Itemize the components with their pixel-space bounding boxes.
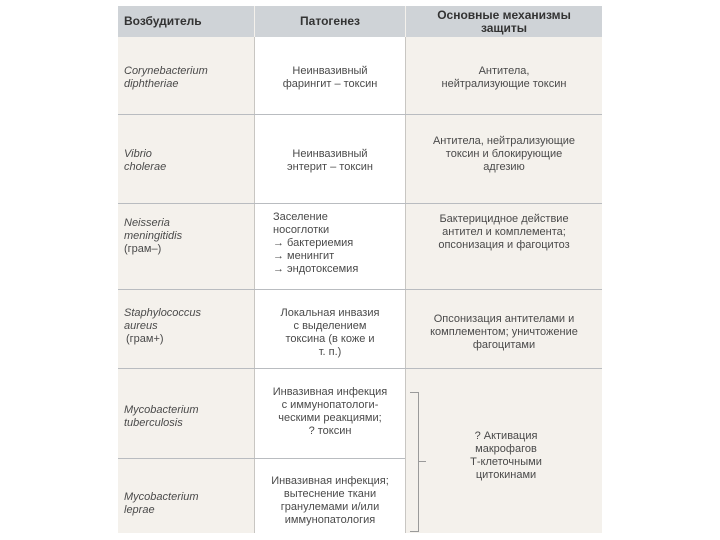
pathogen-name: Staphylococcus aureus — [124, 307, 202, 332]
gram-stain-note: (грам+) — [126, 333, 164, 345]
pathogen-name: Neisseria meningitidis — [124, 217, 183, 242]
row-divider — [118, 114, 602, 115]
pathogenesis-text: Заселение носоглотки → бактериемия → менингит → эндотоксемия — [273, 211, 359, 275]
row-divider — [118, 203, 602, 204]
pathogen-name: Corynebacterium diphtheriae — [124, 65, 208, 90]
pathogenesis-text: Инвазивная инфекция с иммунопатологи- ческими реакциями; ? токсин — [272, 386, 388, 437]
shared-defense-text: ? Активация макрофагов Т-клеточными цитокинами — [470, 430, 542, 481]
pathogenesis-text: Неинвазивный энтерит – токсин — [287, 148, 373, 173]
row-divider — [118, 289, 602, 290]
group-brace-tick — [418, 461, 426, 462]
defense-text: Опсонизация антителами и комплементом; уничтожение фагоцитами — [430, 313, 578, 351]
pathogen-name: Mycobacterium leprae — [124, 491, 199, 516]
group-brace — [410, 392, 419, 532]
defense-text: Бактерицидное действие антител и комплемента; опсонизация и фагоцитоз — [438, 213, 570, 251]
pathogenesis-text: Неинвазивный фарингит – токсин — [282, 65, 378, 90]
defense-text: Антитела, нейтрализующие токсин — [441, 65, 567, 90]
pathogen-defense-table — [118, 6, 602, 533]
row-divider — [118, 458, 405, 459]
header-pathogenesis: Патогенез — [300, 14, 360, 28]
column-divider — [405, 37, 406, 533]
gram-stain-note: (грам–) — [124, 243, 162, 255]
header-pathogen: Возбудитель — [124, 14, 202, 28]
pathogenesis-text: Инвазивная инфекция; вытеснение ткани гранулемами и/или иммунопатология — [271, 475, 389, 526]
row-divider — [118, 368, 602, 369]
table-header — [118, 6, 602, 37]
pathogenesis-text: Локальная инвазия с выделением токсина (в коже и т. п.) — [280, 307, 380, 358]
header-defense: Основные механизмы защиты — [437, 7, 571, 35]
pathogen-name: Vibrio cholerae — [124, 148, 167, 173]
pathogen-name: Mycobacterium tuberculosis — [124, 404, 199, 429]
defense-text: Антитела, нейтрализующие токсин и блокирующие адгезию — [432, 135, 576, 173]
